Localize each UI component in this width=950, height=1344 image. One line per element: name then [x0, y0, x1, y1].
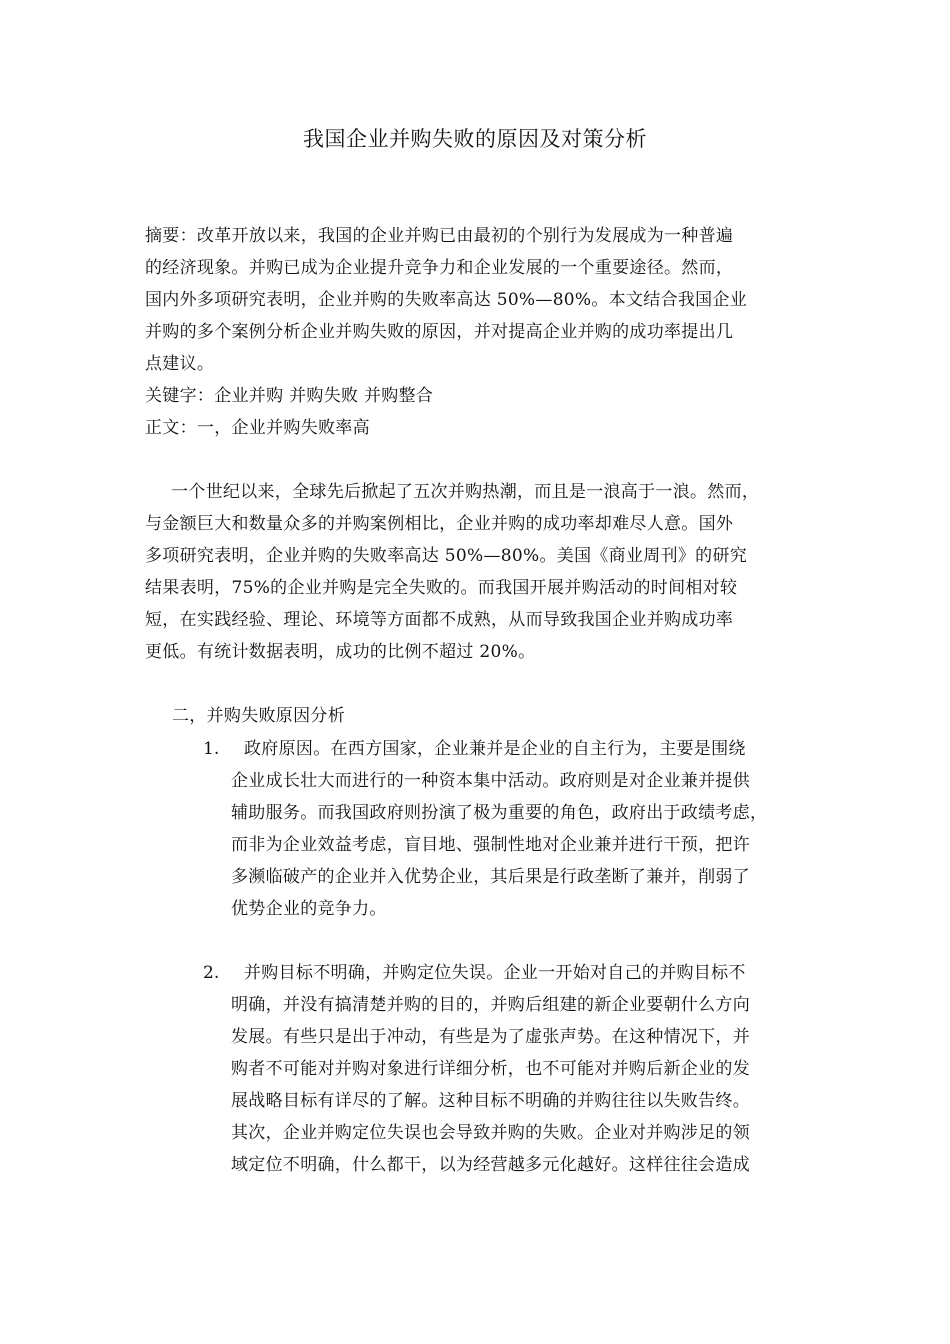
section1-line: 短，在实践经验、理论、环境等方面都不成熟，从而导致我国企业并购成功率	[145, 610, 734, 630]
section1-paragraph	[145, 476, 759, 668]
abstract-line: 的经济现象。并购已成为企业提升竞争力和企业发展的一个重要途径。然而，	[145, 258, 734, 278]
list-number: 2.	[203, 963, 220, 983]
list-number: 1.	[203, 739, 220, 759]
list-item-line: 展战略目标有详尽的了解。这种目标不明确的并购往往以失败告终。	[231, 1091, 750, 1111]
list-item-line: 发展。有些只是出于冲动，有些是为了虚张声势。在这种情况下，并	[231, 1027, 750, 1047]
abstract-line: 并购的多个案例分析企业并购失败的原因，并对提高企业并购的成功率提出几	[145, 322, 734, 342]
list-item-line: 辅助服务。而我国政府则扮演了极为重要的角色，政府出于政绩考虑，	[231, 803, 768, 823]
list-item-line: 多濒临破产的企业并入优势企业，其后果是行政垄断了兼并，削弱了	[231, 867, 750, 887]
abstract-line: 摘要：改革开放以来，我国的企业并购已由最初的个别行为发展成为一种普遍	[145, 226, 734, 246]
list-item	[231, 733, 767, 925]
document-title: 我国企业并购失败的原因及对策分析	[303, 127, 647, 151]
abstract-line: 国内外多项研究表明，企业并购的失败率高达 50%—80%。本文结合我国企业	[145, 290, 748, 310]
keywords-line: 关键字：企业并购 并购失败 并购整合	[145, 386, 434, 406]
section2-heading: 二，并购失败原因分析	[172, 706, 345, 726]
list-item-line: 其次，企业并购定位失误也会导致并购的失败。企业对并购涉足的领	[231, 1123, 750, 1143]
list-item-line: 而非为企业效益考虑，盲目地、强制性地对企业兼并进行干预，把许	[231, 835, 750, 855]
section1-heading: 正文：一，企业并购失败率高	[145, 418, 370, 438]
list-item-line: 并购目标不明确，并购定位失误。企业一开始对自己的并购目标不	[244, 963, 746, 983]
section1-line: 结果表明，75%的企业并购是完全失败的。而我国开展并购活动的时间相对较	[145, 578, 738, 598]
section1-line: 更低。有统计数据表明，成功的比例不超过 20%。	[145, 642, 536, 662]
section1-line: 与金额巨大和数量众多的并购案例相比，企业并购的成功率却难尽人意。国外	[145, 514, 734, 534]
section2-heading-wrap	[172, 700, 345, 732]
list-item-line: 企业成长壮大而进行的一种资本集中活动。政府则是对企业兼并提供	[231, 771, 750, 791]
list-item-line: 域定位不明确，什么都干，以为经营越多元化越好。这样往往会造成	[231, 1155, 750, 1175]
abstract-paragraph	[145, 220, 747, 444]
list-item-line: 购者不可能对并购对象进行详细分析，也不可能对并购后新企业的发	[231, 1059, 750, 1079]
section1-line: 多项研究表明，企业并购的失败率高达 50%—80%。美国《商业周刊》的研究	[145, 546, 748, 566]
section1-line: 一个世纪以来，全球先后掀起了五次并购热潮，而且是一浪高于一浪。然而，	[171, 482, 760, 502]
list-item-line: 优势企业的竞争力。	[231, 899, 387, 919]
list-item-line: 政府原因。在西方国家，企业兼并是企业的自主行为，主要是围绕	[244, 739, 746, 759]
list-item-line: 明确，并没有搞清楚并购的目的，并购后组建的新企业要朝什么方向	[231, 995, 750, 1015]
abstract-line: 点建议。	[145, 354, 215, 374]
list-item	[231, 957, 750, 1181]
